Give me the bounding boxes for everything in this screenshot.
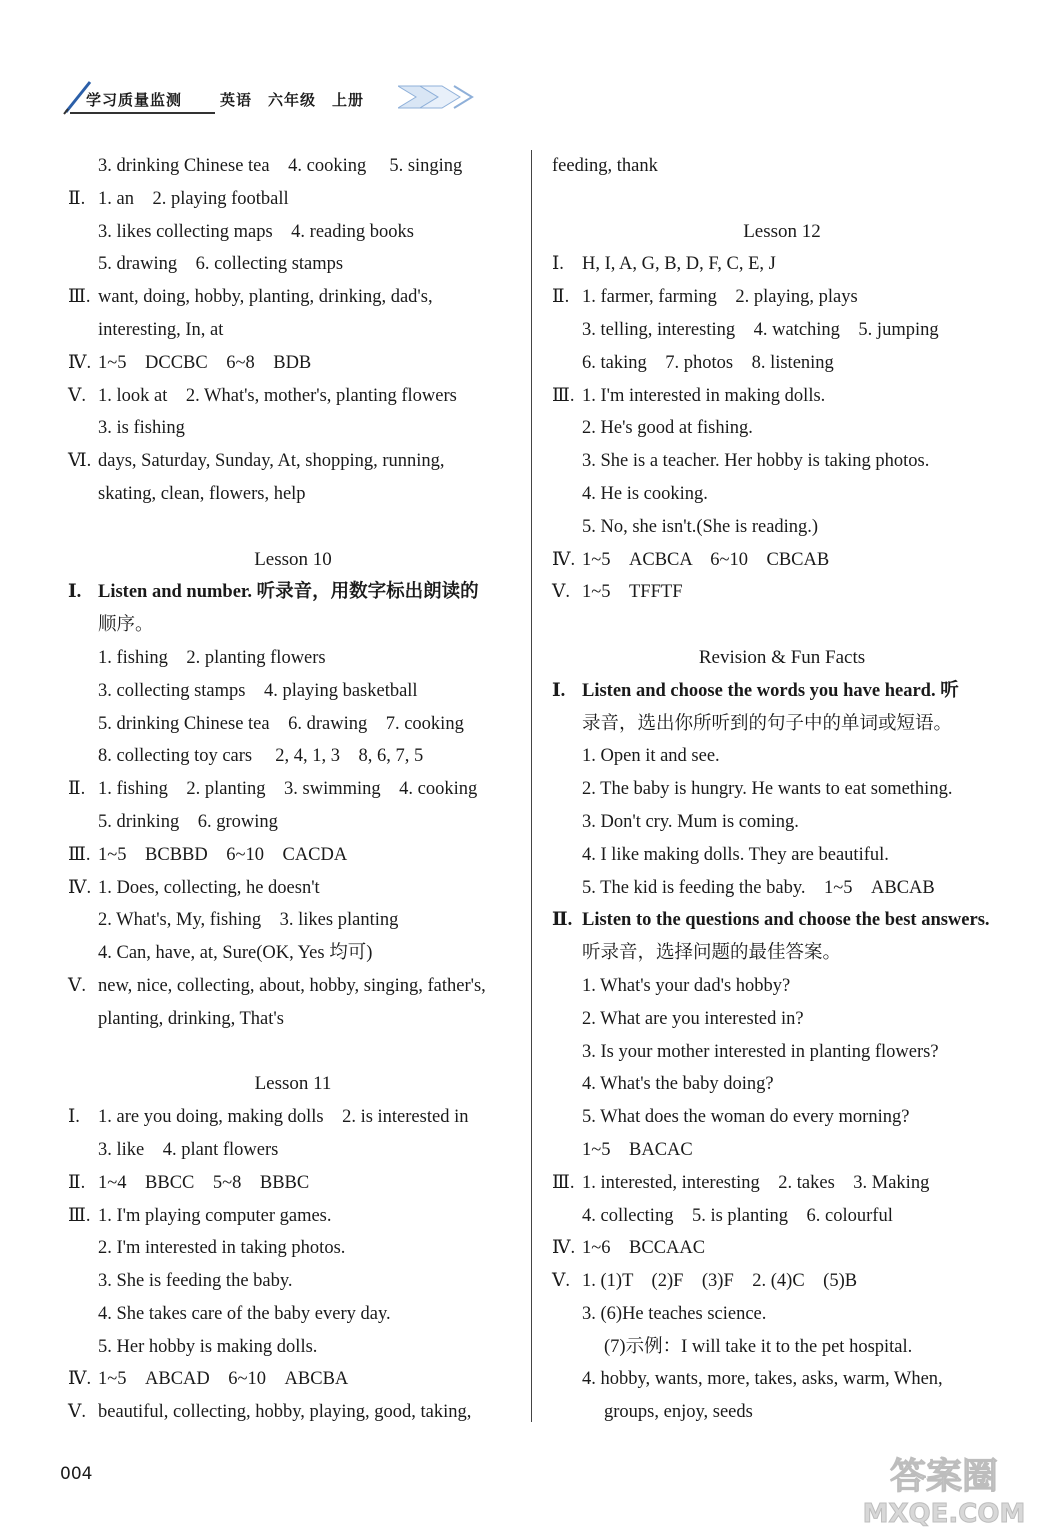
answer-line <box>68 970 518 1003</box>
answer-line <box>68 216 518 249</box>
answer-line <box>552 1265 1012 1298</box>
answer-text: 4. hobby, wants, more, takes, asks, warm, When, <box>582 1369 943 1390</box>
spacer <box>552 183 1012 216</box>
section-numeral: Ⅴ. <box>552 1271 570 1292</box>
section-numeral: Ⅱ. <box>68 779 86 800</box>
answer-line <box>68 904 518 937</box>
answer-line <box>552 1331 1012 1364</box>
answer-line <box>68 248 518 281</box>
answer-text: 1. Open it and see. <box>582 746 720 767</box>
page-number: 004 <box>60 1464 93 1484</box>
answer-line <box>68 1003 518 1036</box>
answer-line <box>68 1331 518 1364</box>
answer-line <box>552 248 1012 281</box>
answer-line <box>552 576 1012 609</box>
book-title: 学习质量监测 <box>86 91 183 109</box>
answer-line <box>552 970 1012 1003</box>
section-numeral: Ⅴ. <box>552 582 570 603</box>
section-numeral: Ⅳ. <box>68 877 92 898</box>
answer-line <box>552 544 1012 577</box>
answer-text: 3. like 4. plant flowers <box>98 1139 279 1160</box>
answer-text: 5. drawing 6. collecting stamps <box>98 254 344 275</box>
answer-line <box>552 150 1012 183</box>
lesson-heading: Lesson 12 <box>743 220 821 242</box>
answer-line <box>552 412 1012 445</box>
answer-text: 1. are you doing, making dolls 2. is interested in <box>98 1107 469 1128</box>
answer-line <box>68 1101 518 1134</box>
answer-line <box>552 1232 1012 1265</box>
answer-line <box>552 380 1012 413</box>
answer-text: 6. taking 7. photos 8. listening <box>582 352 834 373</box>
answer-text: feeding, thank <box>552 156 658 176</box>
answer-line <box>552 740 1012 773</box>
answer-text: 1. (1)T (2)F (3)F 2. (4)C (5)B <box>582 1271 858 1292</box>
answer-line <box>552 347 1012 380</box>
answer-text: 4. I like making dolls. They are beautiful. <box>582 844 889 865</box>
answer-line <box>68 281 518 314</box>
spacer <box>68 1036 518 1069</box>
section-numeral: Ⅴ. <box>68 1402 86 1423</box>
answer-text: 2. I'm interested in taking photos. <box>98 1238 346 1259</box>
header-rule <box>70 112 215 114</box>
answer-line <box>68 314 518 347</box>
answer-text: 5. Her hobby is making dolls. <box>98 1336 318 1357</box>
answer-line <box>68 576 518 609</box>
answer-text: 3. Don't cry. Mum is coming. <box>582 811 799 832</box>
section-numeral: Ⅳ. <box>552 549 576 570</box>
section-numeral: Ⅰ. <box>552 680 566 701</box>
section-numeral: Ⅱ. <box>552 910 573 931</box>
answer-text: 1. fishing 2. planting flowers <box>98 647 326 668</box>
answer-text: skating, clean, flowers, help <box>98 483 306 504</box>
answer-text: 2. He's good at fishing. <box>582 418 753 439</box>
section-numeral: Ⅳ. <box>68 352 92 373</box>
answer-text: 1. farmer, farming 2. playing, plays <box>582 287 858 308</box>
answer-line <box>552 872 1012 905</box>
section-numeral: Ⅰ. <box>68 1107 80 1128</box>
lesson-heading: Lesson 10 <box>254 548 332 570</box>
chevron-arrows-icon <box>398 82 478 112</box>
section-numeral: Ⅲ. <box>68 844 91 865</box>
answer-line <box>552 806 1012 839</box>
answer-line <box>552 478 1012 511</box>
answer-line <box>68 1167 518 1200</box>
book-subject: 英语 六年级 上册 <box>220 91 365 109</box>
answer-text: 1~5 BACAC <box>582 1139 693 1160</box>
answer-text: 1. an 2. playing football <box>98 188 289 209</box>
answer-text: 5. No, she isn't.(She is reading.) <box>582 516 819 537</box>
section-numeral: Ⅱ. <box>68 1172 86 1193</box>
answer-line <box>68 1200 518 1233</box>
answer-line <box>68 872 518 905</box>
answer-text: 2. The baby is hungry. He wants to eat something. <box>582 779 953 800</box>
answer-line <box>552 445 1012 478</box>
answer-text: beautiful, collecting, hobby, playing, good, taking, <box>98 1402 472 1423</box>
answer-line <box>68 1232 518 1265</box>
answer-line <box>68 773 518 806</box>
spacer <box>68 511 518 544</box>
answer-line <box>552 1068 1012 1101</box>
answer-text: days, Saturday, Sunday, At, shopping, running, <box>98 451 445 472</box>
answer-line <box>552 1363 1012 1396</box>
answer-line <box>552 1101 1012 1134</box>
answer-text: 1. look at 2. What's, mother's, planting flowers <box>98 385 457 406</box>
answer-text: 3. drinking Chinese tea 4. cooking 5. singing <box>98 156 463 176</box>
answer-line <box>68 183 518 216</box>
answer-line <box>68 1134 518 1167</box>
answer-text: 3. (6)He teaches science. <box>582 1303 767 1324</box>
section-numeral: Ⅴ. <box>68 385 86 406</box>
page-header <box>60 78 480 118</box>
section-numeral: Ⅳ. <box>68 1369 92 1390</box>
answer-text: H, I, A, G, B, D, F, C, E, J <box>582 254 776 275</box>
spacer <box>552 609 1012 642</box>
answer-text: 3. is fishing <box>98 418 185 439</box>
section-numeral: Ⅴ. <box>68 975 86 996</box>
answer-line <box>68 150 518 183</box>
answer-line <box>552 1200 1012 1233</box>
answer-line <box>68 1363 518 1396</box>
answer-text: (7)示例：I will take it to the pet hospital. <box>604 1336 913 1357</box>
answer-line <box>68 445 518 478</box>
answer-line <box>68 937 518 970</box>
answer-text: 3. She is feeding the baby. <box>98 1271 293 1292</box>
answer-text: 1~5 DCCBC 6~8 BDB <box>98 352 312 373</box>
answer-text: 4. She takes care of the baby every day. <box>98 1303 391 1324</box>
answer-text: 1. fishing 2. planting 3. swimming 4. cooking <box>98 779 478 800</box>
answer-text: 4. He is cooking. <box>582 483 708 504</box>
answer-line <box>68 708 518 741</box>
answer-text: 1~4 BBCC 5~8 BBBC <box>98 1172 310 1193</box>
svg-text:MXQE.COM: MXQE.COM <box>862 1499 1026 1529</box>
section-numeral: Ⅰ. <box>68 582 82 603</box>
answer-line <box>68 675 518 708</box>
answer-text: interesting, In, at <box>98 319 224 340</box>
answer-text: 3. Is your mother interested in planting flowers? <box>582 1041 939 1062</box>
answer-text: 1~5 ACBCA 6~10 CBCAB <box>582 549 830 570</box>
answer-line <box>68 609 518 642</box>
answer-line <box>552 937 1012 970</box>
answer-text: 听录音，选择问题的最佳答案。 <box>582 943 842 964</box>
answer-text: 1~5 TFFTF <box>582 582 683 603</box>
svg-text:答案圈: 答案圈 <box>889 1456 999 1497</box>
section-numeral: Ⅱ. <box>68 188 86 209</box>
lesson-heading: Revision & Fun Facts <box>698 646 866 668</box>
answer-line <box>68 806 518 839</box>
answer-line <box>68 839 518 872</box>
answer-text: 2. What are you interested in? <box>582 1008 804 1029</box>
answer-text: 5. drinking 6. growing <box>98 811 278 832</box>
answer-text: planting, drinking, That's <box>98 1008 284 1029</box>
answer-line <box>552 675 1012 708</box>
answer-line <box>552 1003 1012 1036</box>
answer-line <box>68 642 518 675</box>
answer-text: 3. She is a teacher. Her hobby is taking photos. <box>582 451 930 472</box>
answer-text: 4. collecting 5. is planting 6. colourful <box>582 1205 893 1226</box>
answer-text: Listen and choose the words you have heard. 听 <box>582 680 959 701</box>
answer-line <box>552 1298 1012 1331</box>
answer-line <box>552 708 1012 741</box>
section-numeral: Ⅲ. <box>68 287 91 308</box>
answer-line <box>68 1396 518 1429</box>
answer-text: 录音，选出你所听到的句子中的单词或短语。 <box>582 713 953 734</box>
answer-text: 5. drinking Chinese tea 6. drawing 7. cooking <box>98 713 464 734</box>
left-column <box>68 150 518 1429</box>
answer-line <box>552 511 1012 544</box>
lesson-heading: Lesson 11 <box>254 1073 332 1095</box>
answer-text: 顺序。 <box>98 615 154 636</box>
section-numeral: Ⅵ. <box>68 451 92 472</box>
answer-line <box>552 1396 1012 1429</box>
section-numeral: Ⅱ. <box>552 287 570 308</box>
section-numeral: Ⅲ. <box>68 1205 91 1226</box>
section-numeral: Ⅲ. <box>552 1172 575 1193</box>
answer-text: 3. collecting stamps 4. playing basketball <box>98 680 418 701</box>
answer-text: 5. What does the woman do every morning? <box>582 1107 910 1128</box>
answer-text: 1~5 ABCAD 6~10 ABCBA <box>98 1369 349 1390</box>
answer-text: want, doing, hobby, planting, drinking, dad's, <box>98 287 433 308</box>
answer-text: 1~6 BCCAAC <box>582 1238 706 1259</box>
section-numeral: Ⅰ. <box>552 254 564 275</box>
answer-text: Listen and number. 听录音，用数字标出朗读的 <box>98 582 479 603</box>
watermark-logo <box>859 1450 1029 1530</box>
answer-text: 4. What's the baby doing? <box>582 1074 774 1095</box>
answer-line <box>68 380 518 413</box>
answer-text: 1. I'm interested in making dolls. <box>582 385 826 406</box>
section-numeral: Ⅲ. <box>552 385 575 406</box>
answer-text: 3. telling, interesting 4. watching 5. jumping <box>582 319 939 340</box>
answer-text: new, nice, collecting, about, hobby, singing, father's, <box>98 975 486 996</box>
answer-line <box>552 773 1012 806</box>
answer-line <box>552 1134 1012 1167</box>
answer-line <box>68 1298 518 1331</box>
answer-line <box>68 412 518 445</box>
answer-text: 1. What's your dad's hobby? <box>582 975 791 996</box>
answer-text: 3. likes collecting maps 4. reading books <box>98 221 414 242</box>
answer-line <box>68 1265 518 1298</box>
answer-text: 1~5 BCBBD 6~10 CACDA <box>98 844 348 865</box>
answer-text: 1. I'm playing computer games. <box>98 1205 332 1226</box>
answer-line <box>552 281 1012 314</box>
section-numeral: Ⅳ. <box>552 1238 576 1259</box>
answer-line <box>552 904 1012 937</box>
answer-line <box>552 1167 1012 1200</box>
answer-text: 4. Can, have, at, Sure(OK, Yes 均可) <box>98 943 373 964</box>
answer-text: 5. The kid is feeding the baby. 1~5 ABCAB <box>582 877 935 898</box>
answer-text: 1. Does, collecting, he doesn't <box>98 877 320 898</box>
answer-line <box>552 314 1012 347</box>
answer-line <box>552 1036 1012 1069</box>
column-divider <box>531 150 532 1422</box>
right-column <box>552 150 1012 1429</box>
answer-text: 8. collecting toy cars 2, 4, 1, 3 8, 6, 7, 5 <box>98 746 424 767</box>
answer-line <box>552 839 1012 872</box>
answer-text: Listen to the questions and choose the best answers. <box>582 910 990 931</box>
answer-text: 1. interested, interesting 2. takes 3. Making <box>582 1172 930 1193</box>
answer-text: 2. What's, My, fishing 3. likes planting <box>98 910 399 931</box>
answer-line <box>68 478 518 511</box>
answer-line <box>68 347 518 380</box>
answer-text: groups, enjoy, seeds <box>604 1402 753 1423</box>
answer-line <box>68 740 518 773</box>
